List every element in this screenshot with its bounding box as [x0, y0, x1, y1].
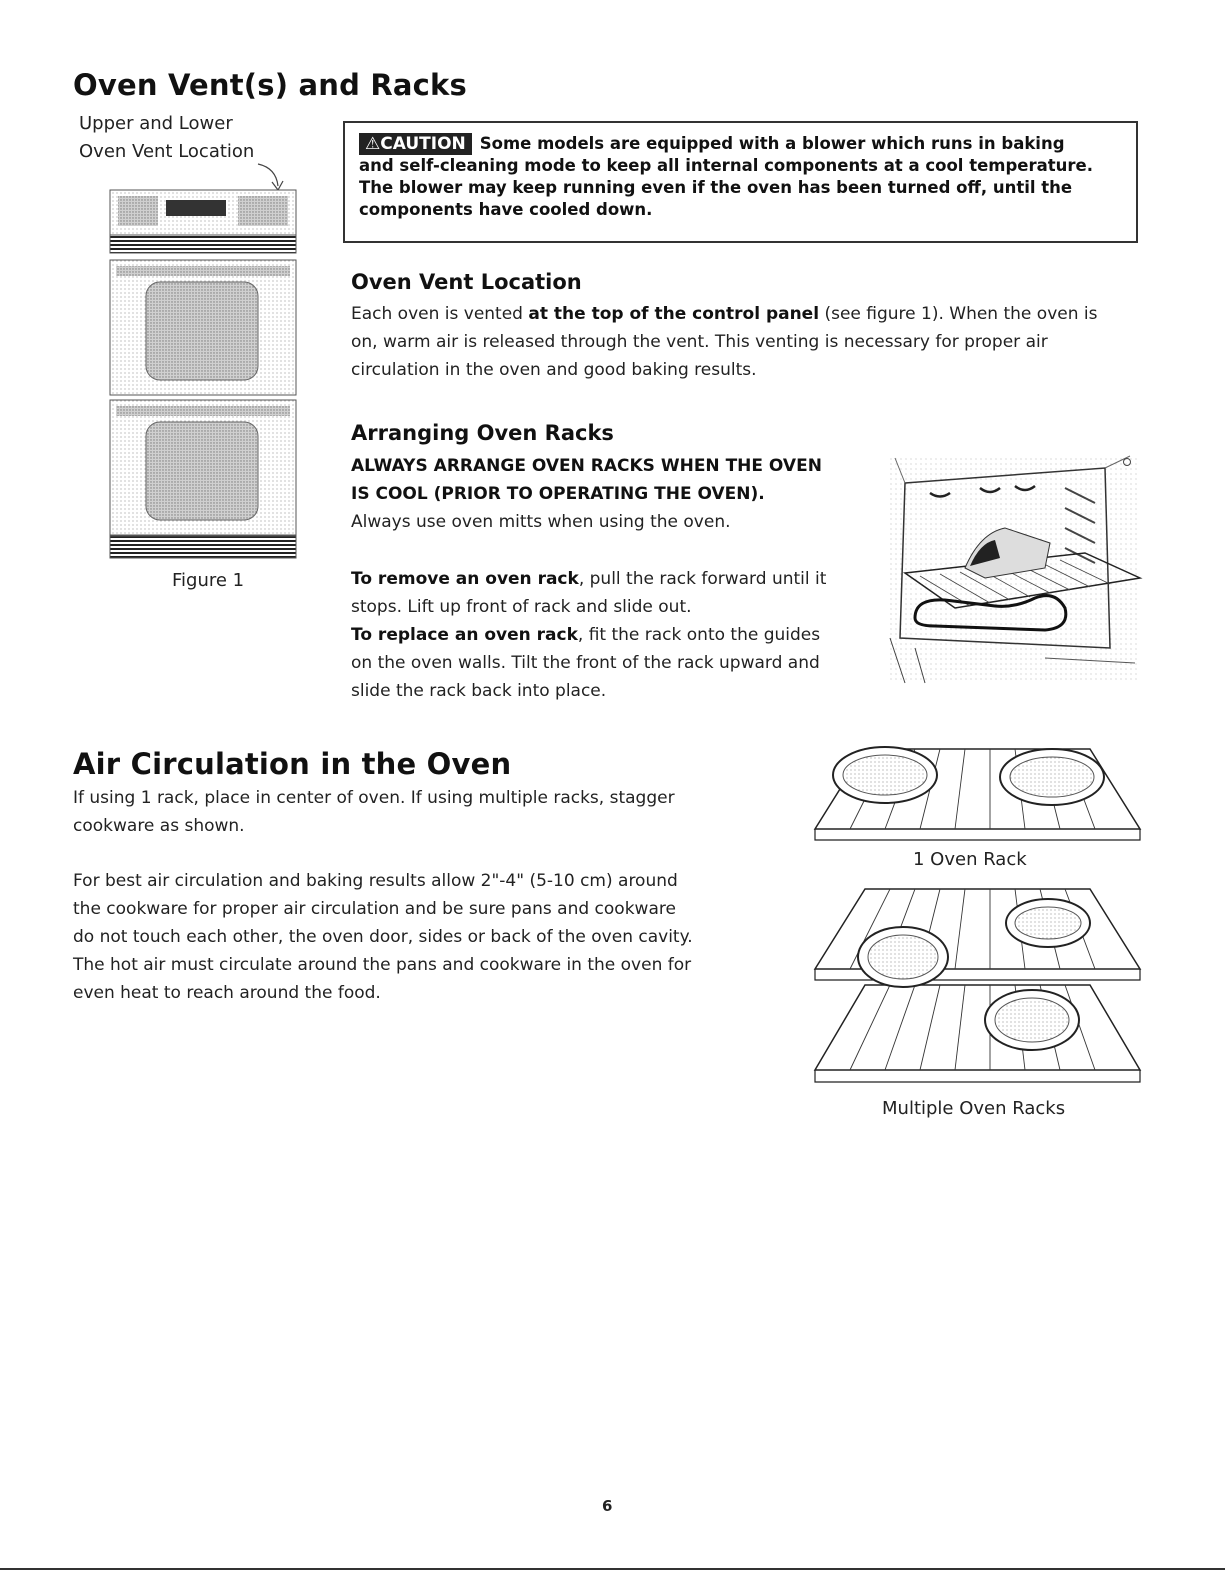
rack-instructions [351, 565, 881, 705]
bottom-rule [0, 1568, 1225, 1570]
replace-rack-line1: To replace an oven rack, fit the rack onto the guides [351, 625, 821, 645]
caution-line3: The blower may keep running even if the oven has been turned off, until the [359, 178, 1073, 197]
figure-1-label: Figure 1 [172, 570, 245, 591]
vent-caption-line2: Oven Vent Location [79, 141, 255, 162]
vent-location-line3: circulation in the oven and good baking results. [351, 360, 757, 380]
air-p2-line3: do not touch each other, the oven door, sides or back of the oven cavity. [73, 927, 693, 947]
remove-rack-line2: stops. Lift up front of rack and slide out. [351, 597, 692, 617]
replace-rack-line3: slide the rack back into place. [351, 681, 607, 701]
air-p2-line2: the cookware for proper air circulation and be sure pans and cookware [73, 899, 676, 919]
remove-rack-line1: To remove an oven rack, pull the rack forward until it [351, 569, 827, 589]
air-paragraph-1 [73, 784, 773, 840]
caution-box [343, 121, 1138, 243]
vent-caption-line1: Upper and Lower [79, 113, 233, 134]
air-p2-line4: The hot air must circulate around the pans and cookware in the oven for [73, 955, 692, 975]
air-p2-line5: even heat to reach around the food. [73, 983, 381, 1003]
air-p2-line1: For best air circulation and baking results allow 2"-4" (5-10 cm) around [73, 871, 678, 891]
replace-rack-line2: on the oven walls. Tilt the front of the rack upward and [351, 653, 820, 673]
multiple-oven-racks-caption: Multiple Oven Racks [882, 1098, 1066, 1119]
vent-location-line1: Each oven is vented at the top of the control panel (see figure 1). When the oven is [351, 304, 1098, 324]
air-p1-line1: If using 1 rack, place in center of oven. If using multiple racks, stagger [73, 788, 675, 808]
arranging-warning [351, 452, 822, 508]
air-paragraph-2 [73, 867, 793, 1007]
one-oven-rack-caption: 1 Oven Rack [913, 849, 1027, 870]
oven-mitts-note: Always use oven mitts when using the oven. [351, 512, 731, 532]
arranging-warning-line1: ALWAYS ARRANGE OVEN RACKS WHEN THE OVEN [351, 456, 822, 476]
caution-line4: components have cooled down. [359, 200, 653, 219]
caution-line2: and self-cleaning mode to keep all internal components at a cool temperature. [359, 156, 1093, 175]
vent-location-line2: on, warm air is released through the vent. This venting is necessary for proper air [351, 332, 1048, 352]
section-title-air-circulation: Air Circulation in the Oven [73, 747, 512, 781]
page-number: 6 [602, 1497, 613, 1515]
section-title-vents-racks: Oven Vent(s) and Racks [73, 68, 467, 102]
arranging-warning-line2: IS COOL (PRIOR TO OPERATING THE OVEN). [351, 484, 765, 504]
multiple-oven-racks-illustration [810, 885, 1145, 1090]
vent-location-paragraph [351, 300, 1151, 384]
one-oven-rack-illustration [810, 745, 1145, 845]
arranging-racks-heading: Arranging Oven Racks [351, 421, 614, 445]
wall-oven-illustration [108, 160, 298, 570]
caution-line1: ⚠CAUTION Some models are equipped with a blower which runs in baking [359, 133, 1122, 155]
vent-location-heading: Oven Vent Location [351, 270, 582, 294]
air-p1-line2: cookware as shown. [73, 816, 245, 836]
oven-rack-interior-illustration [885, 448, 1145, 688]
caution-badge: ⚠CAUTION [359, 133, 472, 155]
